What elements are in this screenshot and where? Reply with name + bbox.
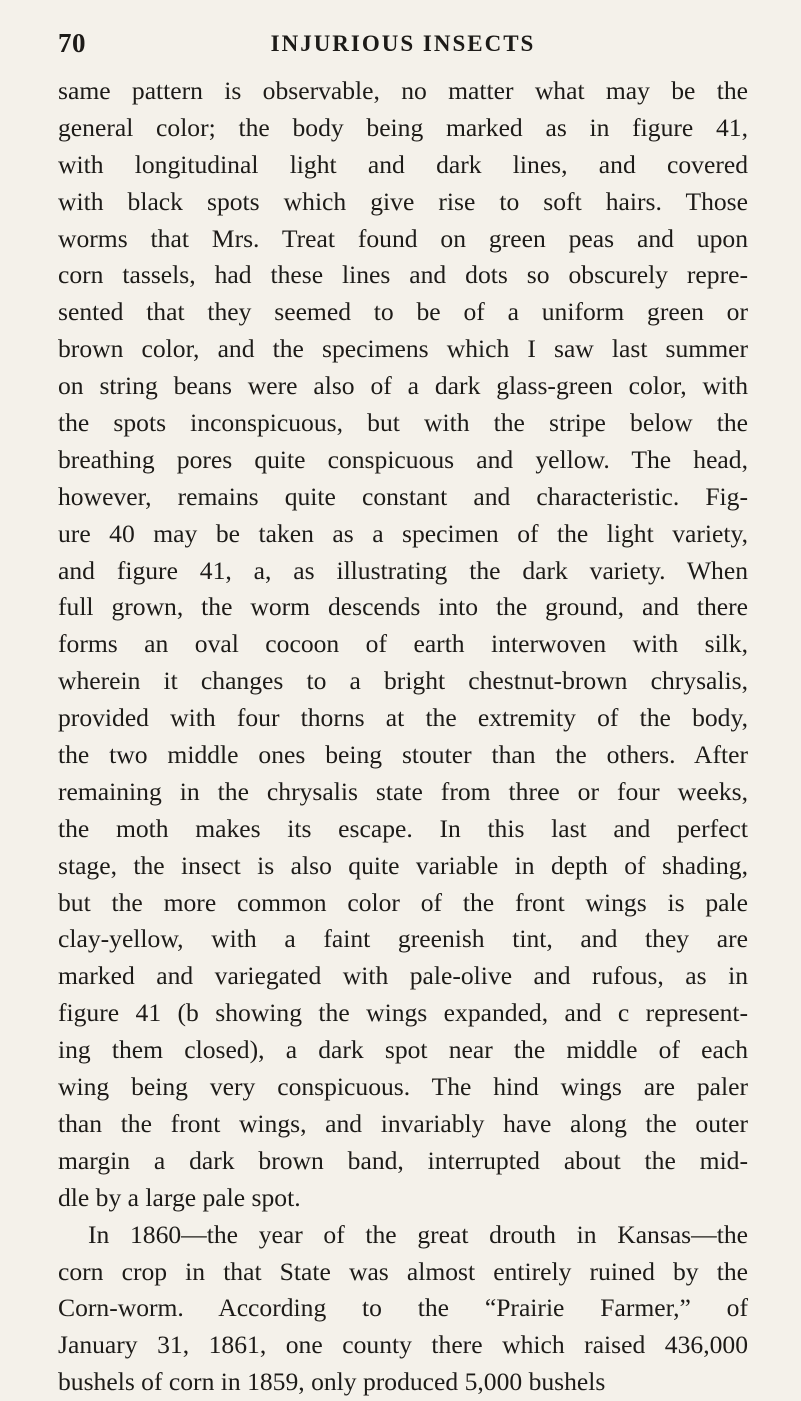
text-line: clay-yellow, with a faint greenish tint, and they are xyxy=(58,924,748,954)
page-number: 70 xyxy=(58,28,86,58)
text-line: provided with four thorns at the extremity of the body, xyxy=(58,703,748,733)
text-line: margin a dark brown band, interrupted about the mid- xyxy=(58,1145,748,1175)
text-line: remaining in the chrysalis state from three or four weeks, xyxy=(58,776,748,806)
text-line: and figure 41, a, as illustrating the dark variety. When xyxy=(58,555,748,585)
text-line: wing being very conspicuous. The hind wings are paler xyxy=(58,1072,748,1102)
body-text xyxy=(58,73,748,1401)
text-line: January 31, 1861, one county there which raised 436,000 xyxy=(58,1330,748,1360)
text-line: figure 41 (b showing the wings expanded, and c represent- xyxy=(58,998,748,1028)
text-line: breathing pores quite conspicuous and yellow. The head, xyxy=(58,444,748,474)
text-line: the spots inconspicuous, but with the stripe below the xyxy=(58,408,748,438)
text-line: stage, the insect is also quite variable in depth of shading, xyxy=(58,850,748,880)
text-line: In 1860—the year of the great drouth in Kansas—the xyxy=(88,1219,748,1249)
text-line: with longitudinal light and dark lines, and covered xyxy=(58,149,748,179)
text-line: with black spots which give rise to soft hairs. Those xyxy=(58,186,748,216)
text-line: dle by a large pale spot. xyxy=(58,1182,301,1212)
text-line: full grown, the worm descends into the ground, and there xyxy=(58,592,748,622)
text-line: the moth makes its escape. In this last and perfect xyxy=(58,813,748,843)
text-line: wherein it changes to a bright chestnut-brown chrysalis, xyxy=(58,666,748,696)
running-title: INJURIOUS INSECTS xyxy=(270,31,536,56)
text-line: brown color, and the specimens which I saw last summer xyxy=(58,334,748,364)
text-line: same pattern is observable, no matter what may be the xyxy=(58,76,748,105)
text-line: but the more common color of the front wings is pale xyxy=(58,887,748,917)
running-head xyxy=(58,28,748,64)
text-line: corn crop in that State was almost entirely ruined by the xyxy=(58,1256,748,1286)
text-line: worms that Mrs. Treat found on green peas and upon xyxy=(58,223,748,253)
text-line: ure 40 may be taken as a specimen of the light variety, xyxy=(58,518,748,548)
text-line: general color; the body being marked as in figure 41, xyxy=(58,112,748,142)
text-line: corn tassels, had these lines and dots so obscurely repre- xyxy=(58,260,748,290)
text-line: marked and variegated with pale-olive and rufous, as in xyxy=(58,961,748,991)
text-line: on string beans were also of a dark glass-green color, with xyxy=(58,371,748,401)
text-line: ing them closed), a dark spot near the middle of each xyxy=(58,1035,748,1065)
text-line: bushels of corn in 1859, only produced 5,000 bushels xyxy=(58,1367,606,1397)
text-line: than the front wings, and invariably have along the outer xyxy=(58,1108,748,1138)
text-line: however, remains quite constant and characteristic. Fig- xyxy=(58,481,748,511)
text-line: sented that they seemed to be of a uniform green or xyxy=(58,297,748,327)
text-line: Corn-worm. According to the “Prairie Farmer,” of xyxy=(58,1293,748,1323)
text-line: forms an oval cocoon of earth interwoven with silk, xyxy=(58,629,748,659)
text-line: the two middle ones being stouter than the others. After xyxy=(58,740,748,770)
